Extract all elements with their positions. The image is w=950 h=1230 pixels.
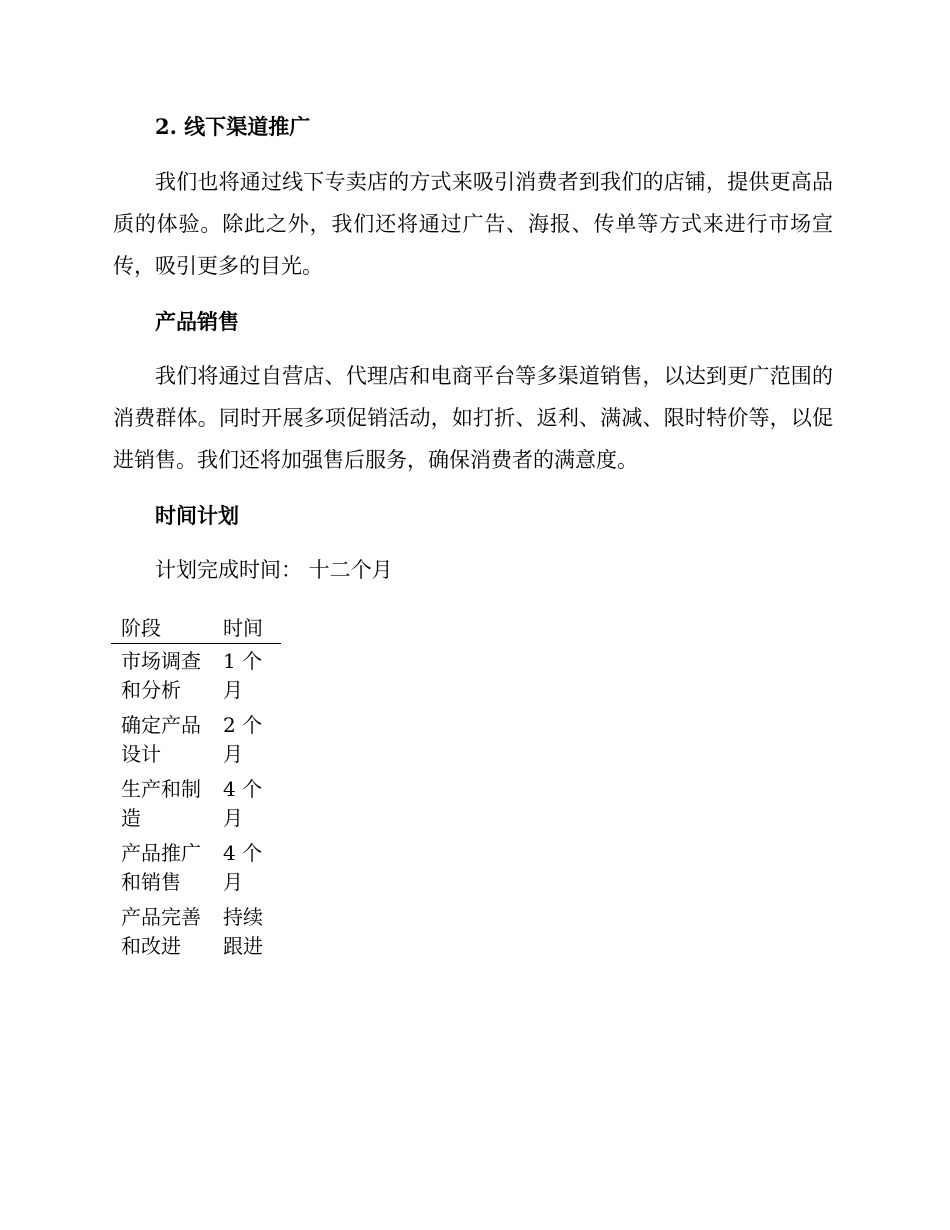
time-cell: 1 个月	[223, 649, 263, 702]
schedule-table-header-row	[111, 612, 281, 644]
time-cell: 4 个月	[223, 841, 263, 894]
offline-channel-paragraph: 我们也将通过线下专卖店的方式来吸引消费者到我们的店铺，提供更高品质的体验。除此之外，我们还将通过广告、海报、传单等方式来进行市场宣传，吸引更多的目光。	[113, 170, 833, 278]
time-cell: 2 个月	[223, 713, 263, 766]
table-row	[111, 900, 281, 964]
time-cell: 持续跟进	[223, 905, 263, 958]
header-time: 时间	[213, 612, 281, 644]
product-sales-heading: 产品销售	[155, 309, 239, 334]
table-row	[111, 836, 281, 900]
table-row	[111, 708, 281, 772]
stage-cell: 产品推广和销售	[121, 841, 201, 894]
table-row	[111, 644, 281, 709]
stage-cell: 生产和制造	[121, 777, 201, 830]
offline-channel-heading: 2. 线下渠道推广	[155, 114, 311, 139]
header-stage: 阶段	[111, 612, 213, 644]
plan-completion-line: 计划完成时间： 十二个月	[155, 558, 393, 582]
stage-cell: 市场调查和分析	[121, 649, 201, 702]
schedule-heading: 时间计划	[155, 503, 239, 528]
schedule-table	[111, 612, 281, 964]
table-row	[111, 772, 281, 836]
product-sales-paragraph: 我们将通过自营店、代理店和电商平台等多渠道销售，以达到更广范围的消费群体。同时开展多项促销活动，如打折、返利、满减、限时特价等，以促进销售。我们还将加强售后服务，确保消费者的满意度。	[113, 364, 833, 472]
stage-cell: 确定产品设计	[121, 713, 201, 766]
time-cell: 4 个月	[223, 777, 263, 830]
stage-cell: 产品完善和改进	[121, 905, 201, 958]
